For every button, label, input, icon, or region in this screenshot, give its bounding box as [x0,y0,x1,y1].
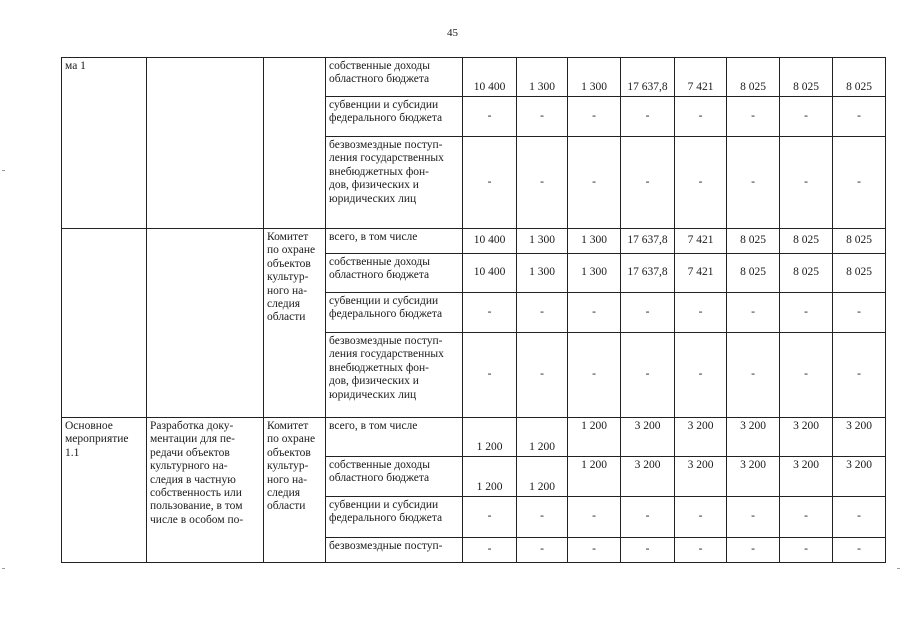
value-cell: - [463,97,517,137]
value-cell: 3 200 [727,457,780,497]
value-cell: - [621,137,675,229]
value-cell: 8 025 [727,254,780,293]
scan-mark [2,568,5,569]
value-cell: - [568,293,621,333]
value-cell: - [727,538,780,563]
budget-table [61,57,886,563]
page-number: 45 [447,27,458,39]
value-cell: 1 300 [517,254,568,293]
value-cell: 7 421 [675,58,727,97]
measure-label: Основное мероприятие 1.1 [62,418,147,563]
value-cell: 10 400 [463,254,517,293]
source-label: собственные доходы областного бюджета [326,58,463,97]
value-cell: - [727,137,780,229]
value-cell: - [517,333,568,418]
value-cell: - [780,137,833,229]
value-cell: - [517,137,568,229]
value-cell: - [517,97,568,137]
source-label: собственные доходы областного бюджета [326,254,463,293]
source-label: субвенции и субсидии федерального бюджета [326,497,463,538]
value-cell: 3 200 [833,457,886,497]
value-cell: 1 200 [568,457,621,497]
responsible-executor: Комитет по охране объектов культур- ного на- следия области [264,229,326,418]
source-label: всего, в том числе [326,418,463,457]
value-cell: - [463,497,517,538]
table-row [62,418,886,457]
table-row [62,58,886,97]
value-cell: - [621,97,675,137]
scan-mark [897,568,900,569]
value-cell: - [463,293,517,333]
source-label: субвенции и субсидии федерального бюджета [326,293,463,333]
value-cell: - [833,97,886,137]
program-label: ма 1 [62,58,147,229]
value-cell: - [517,497,568,538]
value-cell: 3 200 [780,457,833,497]
empty-cell [147,58,264,229]
value-cell: - [833,497,886,538]
value-cell: 7 421 [675,254,727,293]
measure-description: Разработка доку- ментации для пе- редачи объектов культурного на- следия в частную собственность или пользование, в том числе в особом по- [147,418,264,563]
value-cell: - [568,538,621,563]
value-cell: 1 200 [568,418,621,457]
value-cell: 3 200 [675,418,727,457]
empty-cell [62,229,147,418]
table-row [62,229,886,254]
value-cell: 1 300 [517,229,568,254]
value-cell: 8 025 [780,229,833,254]
value-cell: - [568,137,621,229]
source-label: безвозмездные поступ- ления государственных внебюджетных фон- дов, физических и юридических лиц [326,137,463,229]
source-label: безвозмездные поступ- ления государственных внебюджетных фон- дов, физических и юридических лиц [326,333,463,418]
scan-mark [2,170,5,171]
responsible-executor: Комитет по охране объектов культур- ного на- следия области [264,418,326,563]
value-cell: 1 200 [517,418,568,457]
value-cell: - [727,293,780,333]
value-cell: 8 025 [780,58,833,97]
value-cell: 3 200 [833,418,886,457]
value-cell: 1 200 [463,418,517,457]
value-cell: 1 300 [517,58,568,97]
value-cell: - [833,293,886,333]
empty-cell [147,229,264,418]
empty-cell [264,58,326,229]
value-cell: 1 200 [517,457,568,497]
value-cell: 17 637,8 [621,254,675,293]
value-cell: 10 400 [463,229,517,254]
value-cell: 8 025 [833,254,886,293]
value-cell: 1 300 [568,58,621,97]
value-cell: 3 200 [621,457,675,497]
value-cell: 3 200 [780,418,833,457]
value-cell: - [833,538,886,563]
value-cell: 3 200 [675,457,727,497]
value-cell: - [833,137,886,229]
value-cell: - [675,497,727,538]
value-cell: - [780,97,833,137]
value-cell: - [675,333,727,418]
value-cell: - [621,293,675,333]
value-cell: - [675,293,727,333]
value-cell: - [463,333,517,418]
value-cell: - [675,538,727,563]
value-cell: - [568,333,621,418]
value-cell: 8 025 [727,58,780,97]
source-label: собственные доходы областного бюджета [326,457,463,497]
value-cell: - [621,538,675,563]
value-cell: 3 200 [621,418,675,457]
value-cell: - [621,333,675,418]
value-cell: 8 025 [833,229,886,254]
value-cell: - [780,497,833,538]
value-cell: 8 025 [833,58,886,97]
value-cell: 1 200 [463,457,517,497]
value-cell: 7 421 [675,229,727,254]
value-cell: - [621,497,675,538]
value-cell: - [833,333,886,418]
value-cell: - [463,137,517,229]
source-label: всего, в том числе [326,229,463,254]
value-cell: 3 200 [727,418,780,457]
source-label: безвозмездные поступ- [326,538,463,563]
value-cell: 17 637,8 [621,229,675,254]
value-cell: - [568,497,621,538]
value-cell: 8 025 [727,229,780,254]
value-cell: 10 400 [463,58,517,97]
value-cell: - [675,97,727,137]
value-cell: - [727,497,780,538]
source-label: субвенции и субсидии федерального бюджета [326,97,463,137]
value-cell: - [517,293,568,333]
value-cell: - [780,293,833,333]
value-cell: - [780,333,833,418]
value-cell: - [568,97,621,137]
value-cell: 1 300 [568,229,621,254]
value-cell: - [727,333,780,418]
value-cell: - [780,538,833,563]
value-cell: 17 637,8 [621,58,675,97]
value-cell: - [517,538,568,563]
value-cell: - [463,538,517,563]
value-cell: - [675,137,727,229]
value-cell: 1 300 [568,254,621,293]
value-cell: - [727,97,780,137]
value-cell: 8 025 [780,254,833,293]
